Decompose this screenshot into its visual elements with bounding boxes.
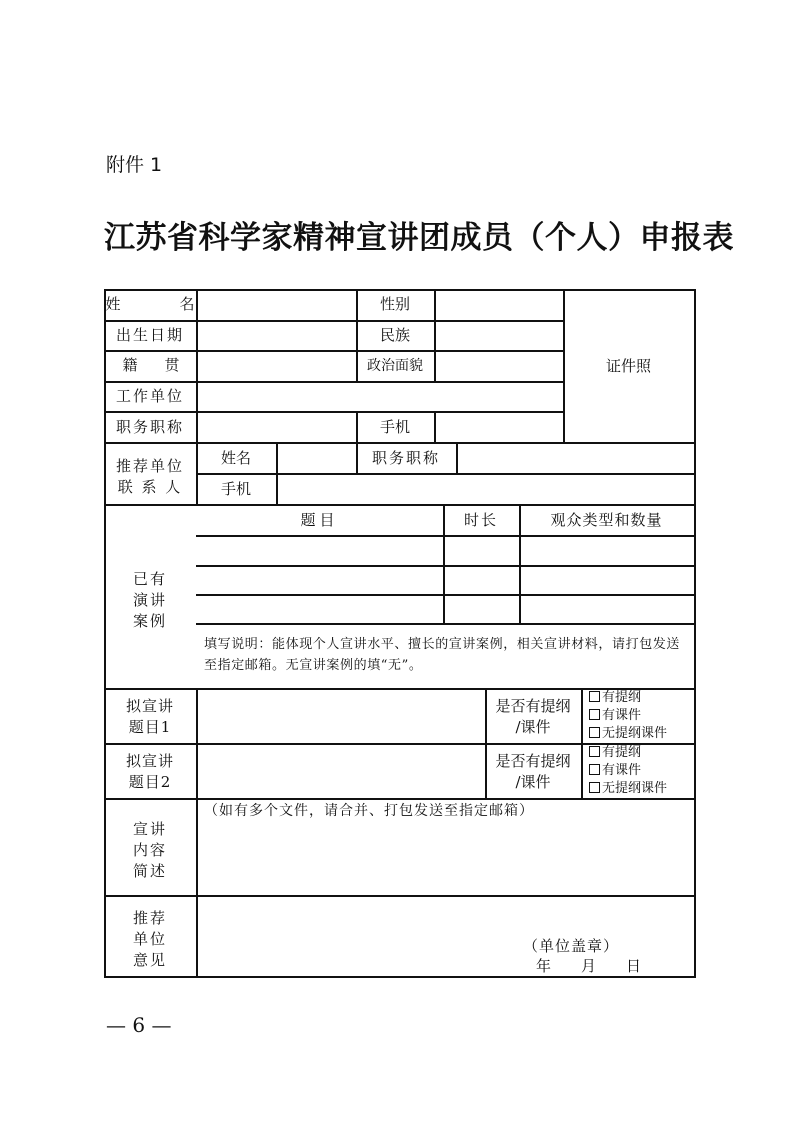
seal-label: （单位盖章） — [523, 937, 620, 955]
col-topic-header: 题目 — [300, 511, 339, 529]
ethnicity-field[interactable] — [436, 322, 561, 349]
outline-question-1b: /课件 — [515, 718, 551, 736]
checkbox-no-outline-2[interactable]: 无提纲课件 — [589, 780, 667, 798]
case-2-audience[interactable] — [521, 567, 693, 593]
label-summary-2: 内容 — [132, 841, 167, 859]
label-mobile: 手机 — [379, 418, 410, 436]
summary-field[interactable] — [198, 822, 693, 894]
contact-position-field[interactable] — [458, 444, 693, 472]
label-name: 姓 名 — [105, 295, 217, 313]
label-topic2-2: 题目2 — [128, 773, 172, 791]
label-birth-date: 出生日期 — [115, 326, 184, 344]
label-cases-1: 已有 — [132, 570, 167, 588]
position-title-field[interactable] — [198, 413, 354, 441]
case-3-duration[interactable] — [445, 596, 517, 622]
checkbox-icon — [589, 727, 600, 738]
case-1-audience[interactable] — [521, 537, 693, 564]
label-contact-name: 姓名 — [220, 449, 251, 467]
label-native-place: 籍 贯 — [122, 356, 186, 374]
label-gender: 性别 — [379, 295, 410, 313]
checkbox-no-outline-1[interactable]: 无提纲课件 — [589, 725, 667, 743]
label-recommender-contact-2: 联 系 人 — [117, 478, 183, 496]
label-cases-3: 案例 — [132, 612, 167, 630]
cases-instruction-note: 填写说明：能体现个人宣讲水平、擅长的宣讲案例，相关宣讲材料，请打包发送至指定邮箱。无宣讲案例的填“无”。 — [204, 637, 681, 673]
gender-field[interactable] — [436, 291, 561, 319]
col-duration-header: 时长 — [463, 511, 498, 529]
topic1-field[interactable] — [198, 690, 483, 742]
native-place-field[interactable] — [198, 352, 354, 380]
case-2-duration[interactable] — [445, 567, 517, 593]
case-3-topic[interactable] — [198, 596, 441, 622]
outline-question-1a: 是否有提纲 — [495, 697, 571, 715]
checkbox-has-outline-1[interactable]: 有提纲 — [589, 689, 641, 707]
photo-area[interactable] — [565, 291, 693, 441]
checkbox-icon — [589, 691, 600, 702]
checkbox-icon — [589, 709, 600, 720]
label-summary-1: 宣讲 — [132, 820, 167, 838]
outline-question-2b: /课件 — [515, 773, 551, 791]
mobile-field[interactable] — [436, 413, 561, 441]
col-audience-header: 观众类型和数量 — [550, 511, 663, 529]
label-opinion-3: 意见 — [132, 951, 167, 969]
attachment-label: 附件 1 — [106, 154, 163, 176]
label-political-status: 政治面貌 — [367, 358, 423, 374]
checkbox-icon — [589, 782, 600, 793]
case-3-audience[interactable] — [521, 596, 693, 622]
label-position-title: 职务职称 — [115, 418, 184, 436]
label-contact-mobile: 手机 — [220, 480, 251, 498]
political-status-field[interactable] — [436, 352, 561, 380]
page-number: — 6 — — [106, 1013, 172, 1037]
contact-name-field[interactable] — [278, 444, 354, 472]
birth-date-field[interactable] — [198, 322, 354, 349]
label-topic2-1: 拟宣讲 — [125, 752, 174, 770]
label-summary-3: 简述 — [132, 862, 167, 880]
label-topic1-1: 拟宣讲 — [125, 697, 174, 715]
label-ethnicity: 民族 — [379, 326, 410, 344]
case-1-duration[interactable] — [445, 537, 517, 564]
date-label: 年 月 日 — [536, 957, 642, 975]
label-opinion-2: 单位 — [132, 930, 167, 948]
checkbox-has-courseware-2[interactable]: 有课件 — [589, 762, 641, 780]
label-recommender-contact-1: 推荐单位 — [115, 457, 184, 475]
case-2-topic[interactable] — [198, 567, 441, 593]
case-1-topic[interactable] — [198, 537, 441, 564]
label-opinion-1: 推荐 — [132, 909, 167, 927]
work-unit-field[interactable] — [198, 383, 561, 410]
opinion-field[interactable] — [198, 897, 693, 933]
checkbox-has-courseware-1[interactable]: 有课件 — [589, 707, 641, 725]
checkbox-icon — [589, 764, 600, 775]
name-field[interactable] — [198, 291, 354, 319]
label-work-unit: 工作单位 — [115, 387, 184, 405]
topic2-field[interactable] — [198, 745, 483, 797]
outline-question-2a: 是否有提纲 — [495, 752, 571, 770]
form-title: 江苏省科学家精神宣讲团成员（个人）申报表 — [104, 220, 734, 256]
contact-mobile-field[interactable] — [278, 475, 693, 503]
label-photo: 证件照 — [605, 357, 651, 375]
checkbox-has-outline-2[interactable]: 有提纲 — [589, 744, 641, 762]
label-contact-position: 职务职称 — [371, 449, 440, 467]
label-topic1-2: 题目1 — [128, 718, 172, 736]
label-cases-2: 演讲 — [132, 591, 167, 609]
checkbox-icon — [589, 746, 600, 757]
summary-note: （如有多个文件，请合并、打包发送至指定邮箱） — [204, 803, 534, 819]
